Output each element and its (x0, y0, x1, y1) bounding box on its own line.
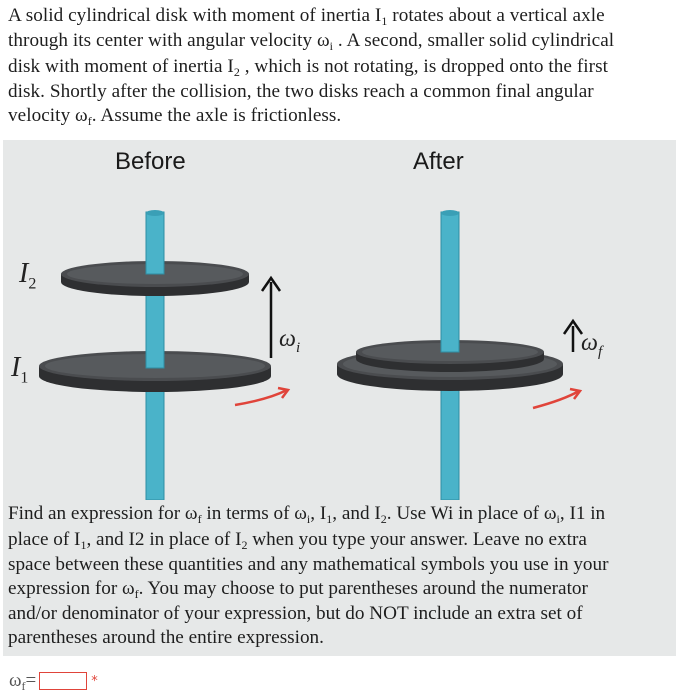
text-span: , and I (332, 503, 381, 524)
text-span: , which is not rotating, is dropped onto the first (239, 55, 609, 77)
subscript: 2 (241, 537, 248, 552)
after-axle-upper (441, 212, 459, 352)
label-text: I (19, 258, 29, 289)
subscript: f (597, 343, 603, 360)
label-text: ω (279, 326, 296, 352)
omega-f-label (581, 330, 602, 361)
question-line-2 (8, 528, 663, 554)
question-panel (3, 500, 676, 656)
i2-label (19, 258, 36, 294)
text-span: . A second, smaller solid cylindrical (333, 30, 615, 52)
problem-line-2 (8, 29, 668, 54)
before-rotation-arrow-icon (235, 388, 288, 405)
before-label: Before (115, 148, 186, 175)
after-rotation-arrow-icon (533, 389, 580, 408)
problem-statement (8, 4, 668, 129)
question-line-5: and/or denominator of your expression, but do NOT include an extra set of (8, 603, 583, 625)
text-span: when you type your answer. Leave no extra (247, 528, 587, 550)
label-text: ω (9, 670, 22, 691)
text-span: disk with moment of inertia I (8, 55, 234, 77)
omega-f-arrow (564, 321, 582, 352)
before-axle-lower (146, 378, 164, 500)
question-line-6: parentheses around the entire expression. (8, 626, 324, 648)
text-span: , I1 in (559, 503, 606, 524)
text-span: Find an expression for ω (8, 503, 198, 524)
required-marker-icon: * (91, 673, 98, 689)
subscript: i (306, 512, 311, 526)
question-line-4 (8, 577, 663, 603)
question-line-1 (8, 502, 663, 528)
subscript: 1 (381, 14, 388, 28)
subscript: 1 (80, 537, 87, 552)
i1-label (11, 352, 28, 388)
label-text: ω (581, 330, 598, 356)
text-span: , and I2 in place of I (86, 528, 242, 550)
text-span: . You may choose to put parentheses around the numerator (138, 577, 588, 599)
subscript: f (134, 586, 139, 601)
problem-line-1 (8, 4, 668, 29)
subscript: i (556, 512, 560, 526)
problem-line-5 (8, 104, 668, 129)
subscript: i (295, 339, 301, 356)
text-span: place of I (8, 528, 81, 550)
text-span: , I (310, 503, 327, 524)
subscript: 2 (28, 275, 37, 293)
equals-sign: = (25, 670, 37, 691)
problem-line-4: disk. Shortly after the collision, the two disks reach a common final angular (8, 81, 594, 103)
subscript: f (87, 113, 92, 128)
answer-label (9, 670, 36, 692)
after-label: After (413, 148, 464, 175)
subscript: i (329, 39, 334, 54)
subscript: 1 (326, 512, 333, 526)
text-span: velocity ω (8, 104, 88, 126)
subscript: 2 (380, 512, 387, 526)
subscript: 2 (233, 64, 240, 79)
omega-i-arrow (262, 278, 280, 358)
label-text: I (11, 352, 21, 383)
answer-input[interactable] (39, 672, 87, 690)
text-span: A solid cylindrical disk with moment of inertia I (8, 5, 382, 26)
text-span: rotates about a vertical axle (387, 5, 605, 26)
before-axle-upper (146, 212, 164, 274)
subscript: f (21, 679, 26, 693)
text-span: in terms of ω (201, 503, 307, 524)
subscript: f (197, 512, 202, 526)
disk-diagram (3, 140, 676, 500)
after-axle-lower (441, 380, 459, 500)
text-span: through its center with angular velocity ω (8, 30, 330, 52)
text-span: expression for ω (8, 577, 135, 599)
problem-line-3 (8, 55, 668, 80)
disk-figure (3, 140, 676, 500)
answer-row (9, 670, 98, 692)
subscript: 1 (20, 369, 29, 387)
text-span: . Use Wi in place of ω (386, 503, 557, 524)
omega-i-label (279, 326, 300, 357)
question-line-3: space between these quantities and any mathematical symbols you use in your (8, 554, 609, 576)
question-text (8, 502, 663, 650)
text-span: . Assume the axle is frictionless. (91, 104, 342, 126)
